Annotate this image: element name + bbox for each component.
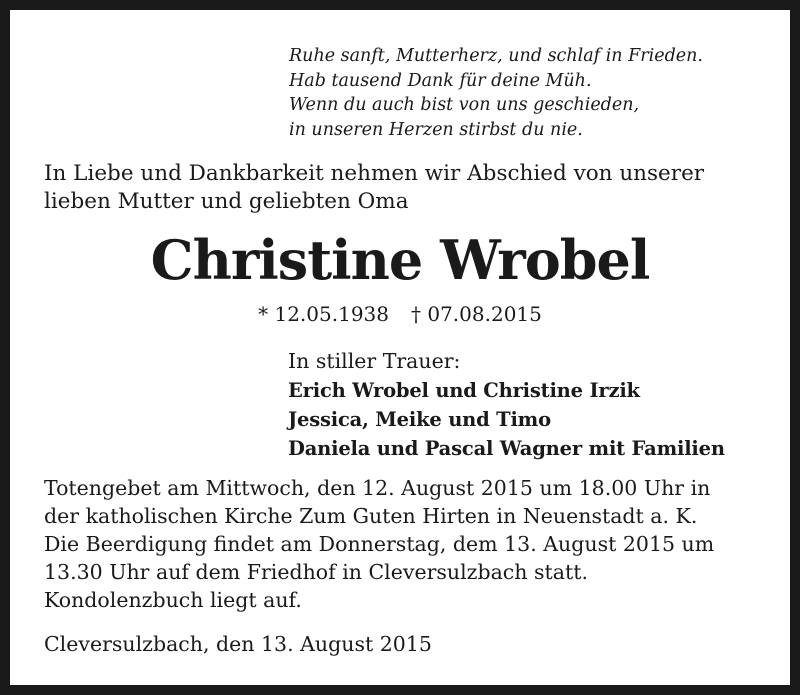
intro-line: In Liebe und Dankbarkeit nehmen wir Abschied von unserer — [44, 161, 705, 186]
service-line: 13.30 Uhr auf dem Friedhof in Cleversulzbach statt. — [44, 560, 588, 584]
intro-line: lieben Mutter und geliebten Oma — [44, 189, 409, 214]
deceased-name: Christine Wrobel — [150, 228, 650, 292]
service-line: Kondolenzbuch liegt auf. — [44, 588, 302, 612]
service-line: der katholischen Kirche Zum Guten Hirten in Neuenstadt a. K. — [44, 504, 698, 528]
place-and-date: Cleversulzbach, den 13. August 2015 — [44, 632, 432, 656]
poem-line: Wenn du auch bist von uns geschieden, — [289, 95, 640, 115]
death-date: † 07.08.2015 — [411, 302, 542, 326]
mourner-family: Jessica, Meike und Timo — [288, 408, 551, 431]
service-line: Totengebet am Mittwoch, den 12. August 2015 um 18.00 Uhr in — [44, 476, 711, 500]
service-line: Die Beerdigung findet am Donnerstag, dem 13. August 2015 um — [44, 532, 715, 556]
mourner-family: Erich Wrobel und Christine Irzik — [288, 379, 640, 402]
poem-line: Hab tausend Dank für deine Müh. — [289, 70, 592, 91]
mourners-block — [288, 347, 725, 463]
mourner-family: Daniela und Pascal Wagner mit Familien — [288, 437, 725, 460]
poem-line: Ruhe sanft, Mutterherz, und schlaf in Frieden. — [289, 46, 703, 66]
birth-date: * 12.05.1938 — [258, 302, 389, 326]
service-details — [44, 474, 714, 614]
mourning-label: In stiller Trauer: — [288, 349, 461, 373]
poem — [289, 44, 703, 142]
life-dates — [10, 300, 790, 328]
intro-text — [44, 160, 704, 216]
poem-line: in unseren Herzen stirbst du nie. — [289, 119, 583, 140]
